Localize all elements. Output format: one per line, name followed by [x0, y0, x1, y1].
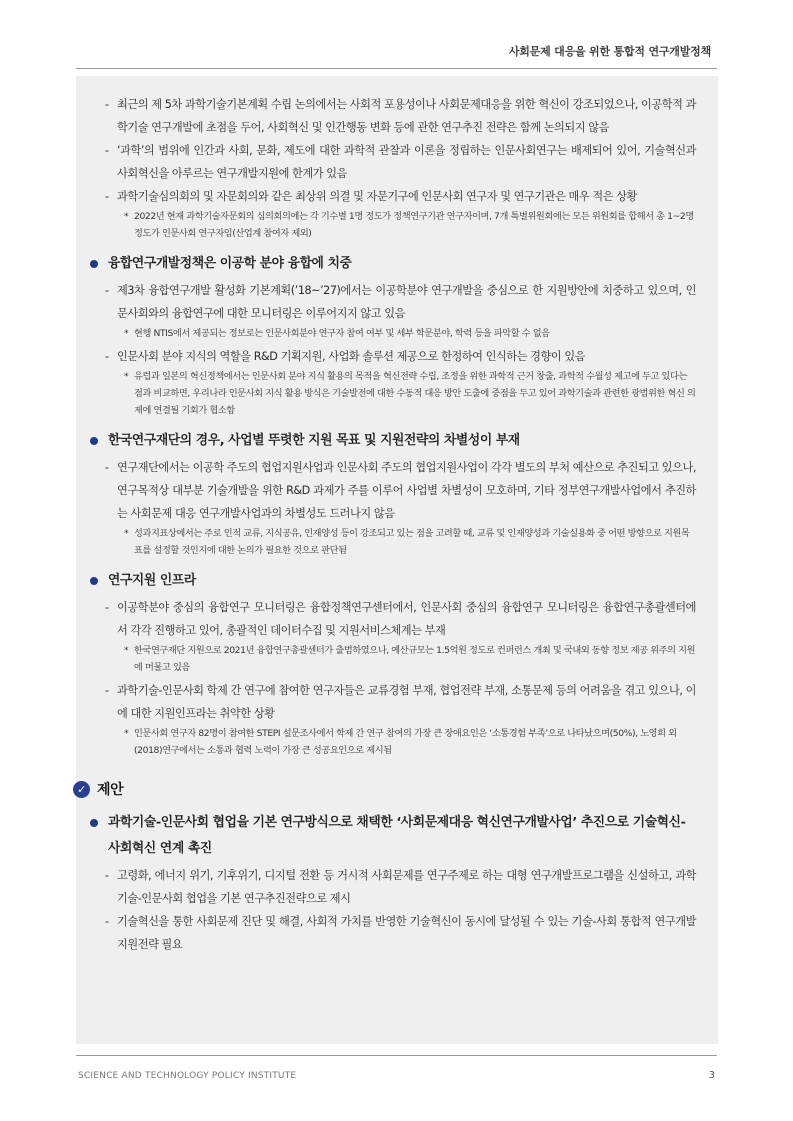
- section-heading: 한국연구재단의 경우, 사업별 뚜렷한 지원 목표 및 지원전략의 차별성이 부재: [89, 428, 696, 454]
- footnote: * 인문사회 연구자 82명이 참여한 STEPI 설문조사에서 학제 간 연구 참여의 가장 큰 장애요인은 ‘소통경험 부족’으로 나타났으며(50%), 노영희 외(2018)연구에서는 소통과 협력 노력이 가장 큰 성공요인으로 제시됨: [118, 725, 696, 759]
- footnote: * 유럽과 일본의 혁신정책에서는 인문사회 분야 지식 활용의 목적을 혁신전략 수립, 조정을 위한 과학적 근거 창출, 과학적 수월성 제고에 두고 있다는 점과 비교하면, 우리나라 인문사회 지식 활용 방식은 기술발전에 대한 수동적 대응 방안 도출에 중점을 두고 있어 과학기술과 관련한 광범위한 혁신 의제에 연결될 기회가 협소함: [118, 368, 696, 419]
- section-heading: 융합연구개발정책은 이공학 분야 융합에 치중: [89, 251, 696, 277]
- asterisk-icon: *: [124, 728, 129, 739]
- list-item: - ‘과학’의 범위에 인간과 사회, 문화, 제도에 대한 과학적 관찰과 이론을 정립하는 인문사회연구는 배제되어 있어, 기술혁신과 사회혁신을 아루르는 연구개발지원에 한계가 있음: [104, 139, 696, 185]
- running-header: 사회문제 대응을 위한 통합적 연구개발정책: [508, 45, 711, 58]
- footnote: * 2022년 현재 과학기술자문회의 심의회의에는 각 기수별 1명 정도가 정책연구기관 연구자이며, 7개 특별위원회에는 모든 위원회를 합해서 총 1~2명 정도가 인문사회 연구자임(산업계 참여자 제외): [118, 208, 696, 242]
- document-body: [77, 93, 696, 956]
- bullet-icon: [90, 819, 98, 827]
- asterisk-icon: *: [124, 371, 129, 382]
- asterisk-icon: *: [124, 328, 129, 339]
- list-item: - 고령화, 에너지 위기, 기후위기, 디지털 전환 등 거시적 사회문제를 연구주제로 하는 대형 연구개발프로그램을 신설하고, 과학기술-인문사회 협업을 기본 연구추진전략으로 제시: [104, 864, 696, 910]
- list-item: - 과학기술-인문사회 학제 간 연구에 참여한 연구자들은 교류경험 부재, 협업전략 부재, 소통문제 등의 어려움을 겪고 있으나, 이에 대한 지원인프라는 취약한 상황: [104, 679, 696, 725]
- dash-icon: -: [105, 461, 109, 474]
- check-circle-icon: ✓: [73, 781, 90, 798]
- footnote: * 성과지표상에서는 주로 인적 교류, 지식공유, 인재양성 등이 강조되고 있는 점을 고려할 때, 교류 및 인재양성과 기술실용화 중 어떤 방향으로 지원목표를 설정할 것인지에 대한 논의가 필요한 것으로 판단됨: [118, 525, 696, 559]
- list-item: - 인문사회 분야 지식의 역할을 R&D 기획지원, 사업화 솔루션 제공으로 한정하여 인식하는 경향이 있음: [104, 345, 696, 368]
- bullet-icon: [90, 260, 98, 268]
- dash-icon: -: [105, 869, 109, 882]
- dash-icon: -: [105, 601, 109, 614]
- dash-icon: -: [105, 190, 109, 203]
- dash-icon: -: [105, 284, 109, 297]
- list-item: - 이공학분야 중심의 융합연구 모니터링은 융합정책연구센터에서, 인문사회 중심의 융합연구 모니터링은 융합연구총괄센터에서 각각 진행하고 있어, 총괄적인 데이터수집 및 지원서비스체계는 부재: [104, 596, 696, 642]
- asterisk-icon: *: [124, 645, 129, 656]
- list-item: - 제3차 융합연구개발 활성화 기본계획(’18~’27)에서는 이공학분야 연구개발을 중심으로 한 지원방안에 치중하고 있으며, 인문사회와의 융합연구에 대한 모니터링은 이루어지지 않고 있음: [104, 279, 696, 325]
- proposal-title: ✓ 제안: [73, 779, 696, 801]
- footer-divider: [76, 1055, 717, 1056]
- dash-icon: -: [105, 98, 109, 111]
- list-item: - 최근의 제 5차 과학기술기본계획 수립 논의에서는 사회적 포용성이나 사회문제대응을 위한 혁신이 강조되었으나, 이공학적 과학기술 연구개발에 초점을 두어, 사회혁신 및 인간행동 변화 등에 관한 연구추진 전략은 함께 논의되지 않음: [104, 93, 696, 139]
- footer-institute: SCIENCE AND TECHNOLOGY POLICY INSTITUTE: [78, 1071, 297, 1081]
- bullet-icon: [90, 577, 98, 585]
- dash-icon: -: [105, 350, 109, 363]
- footnote: * 한국연구재단 지원으로 2021년 융합연구총괄센터가 출범하였으나, 예산규모는 1.5억원 정도로 컨퍼런스 개최 및 국내외 동향 정보 제공 위주의 지원에 머물고 있음: [118, 642, 696, 676]
- dash-icon: -: [105, 915, 109, 928]
- list-item: - 과학기술심의회의 및 자문회의와 같은 최상위 의결 및 자문기구에 인문사회 연구자 및 연구기관은 매우 적은 상황: [104, 185, 696, 208]
- list-item: - 기술혁신을 통한 사회문제 진단 및 해결, 사회적 가치를 반영한 기술혁신이 동시에 달성될 수 있는 기술-사회 통합적 연구개발 지원전략 필요: [104, 910, 696, 956]
- bullet-icon: [90, 437, 98, 445]
- asterisk-icon: *: [124, 211, 129, 222]
- footnote: * 현행 NTIS에서 제공되는 정보로는 인문사회분야 연구자 참여 여부 및 세부 학문분야, 학력 등을 파악할 수 없음: [118, 325, 696, 342]
- page-number: 3: [708, 1070, 715, 1081]
- list-item: - 연구재단에서는 이공학 주도의 협업지원사업과 인문사회 주도의 협업지원사업이 각각 별도의 부처 예산으로 추진되고 있으나, 연구목적상 대부분 기술개발을 위한 R&D 과제가 주를 이루어 사업별 차별성이 모호하며, 기타 정부연구개발사업에서 추진하는 사회문제 대응 연구개발사업과의 차별성도 드러나지 않음: [104, 456, 696, 525]
- proposal-heading: 과학기술-인문사회 협업을 기본 연구방식으로 채택한 ‘사회문제대응 혁신연구개발사업’ 추진으로 기술혁신-사회혁신 연계 촉진: [89, 810, 696, 862]
- asterisk-icon: *: [124, 528, 129, 539]
- dash-icon: -: [105, 684, 109, 697]
- section-heading: 연구지원 인프라: [89, 568, 696, 594]
- dash-icon: -: [105, 144, 109, 157]
- header-divider: [76, 68, 717, 69]
